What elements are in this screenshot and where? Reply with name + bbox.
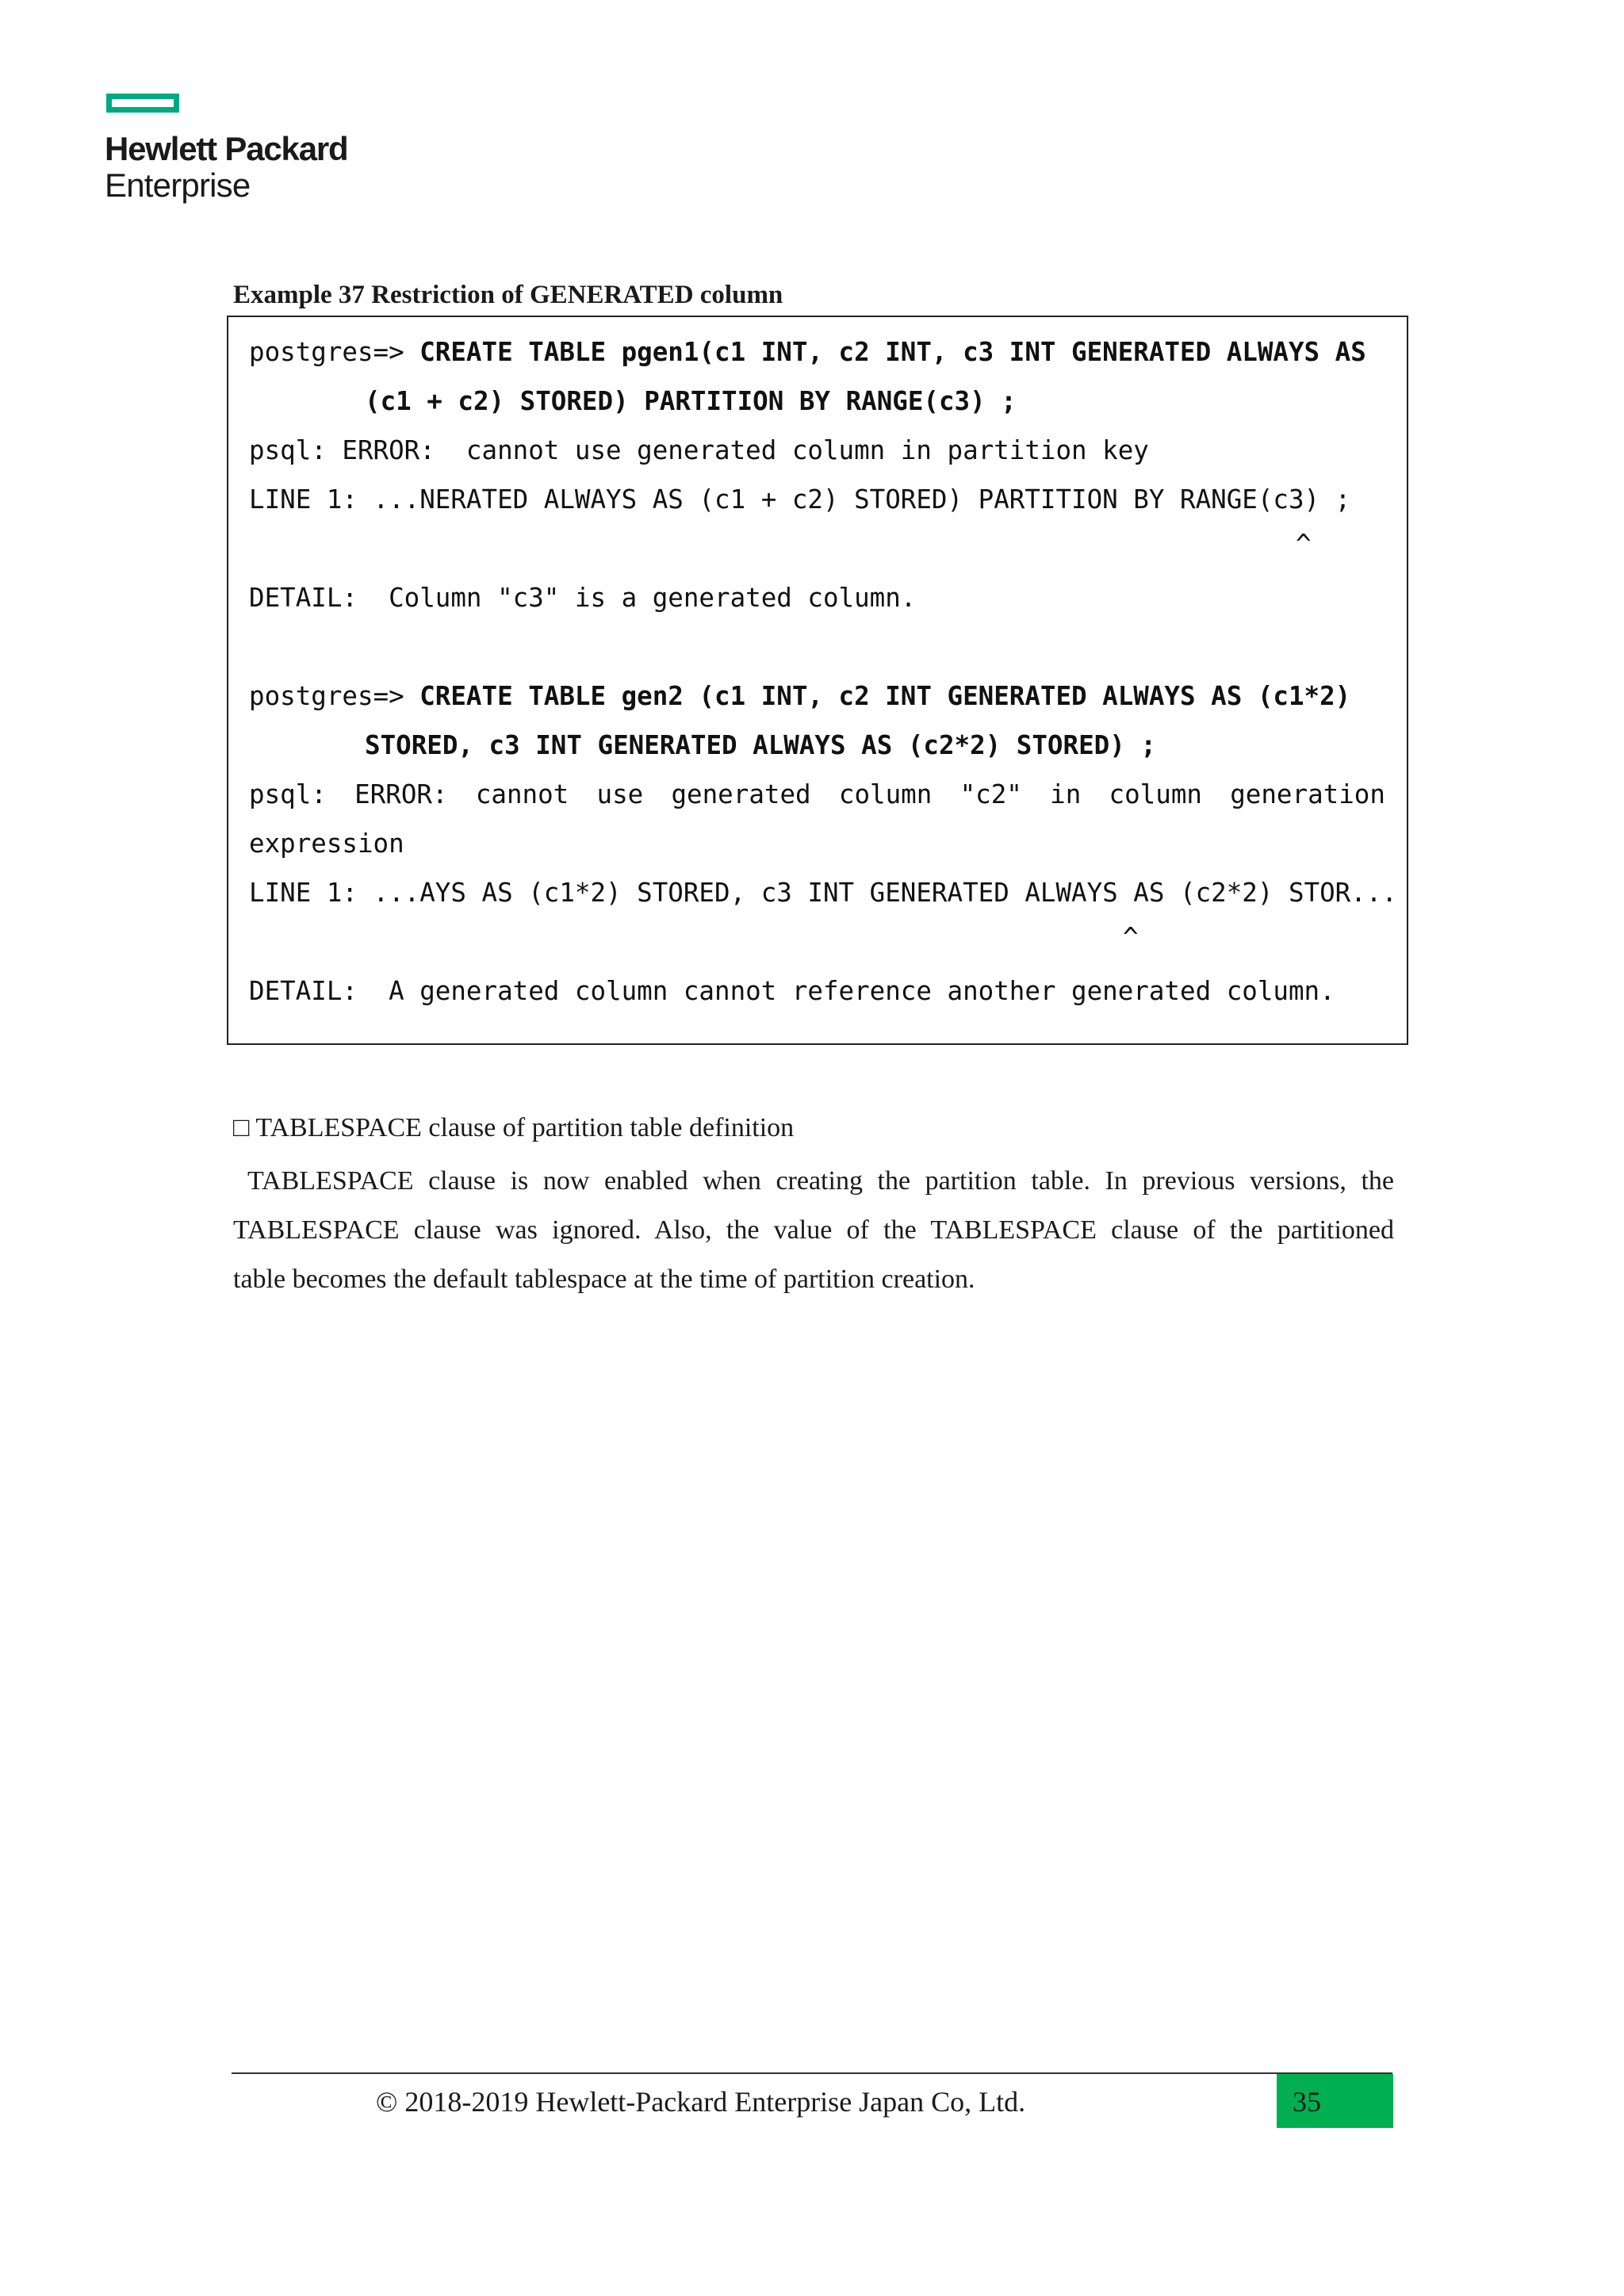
code-line-10: expression xyxy=(249,828,404,859)
footer-divider xyxy=(232,2072,1392,2074)
page-number-badge xyxy=(1277,2074,1393,2128)
code-word: use xyxy=(596,779,644,809)
code-word: column xyxy=(1109,779,1202,809)
example-caption: Example 37 Restriction of GENERATED column xyxy=(233,281,783,309)
code-line-13: DETAIL: A generated column cannot reference another generated column. xyxy=(249,976,1335,1006)
code-word: column xyxy=(838,779,933,809)
paragraph-line-1: TABLESPACE clause is now enabled when creating the partition table. In previous versions, the xyxy=(247,1166,1394,1196)
paragraph-line-2: TABLESPACE clause was ignored. Also, the value of the TABLESPACE clause of the partitioned xyxy=(233,1215,1394,1245)
code-word: generated xyxy=(671,779,811,809)
footer-copyright: © 2018-2019 Hewlett-Packard Enterprise Japan Co, Ltd. xyxy=(376,2086,1026,2118)
code-word: ERROR: xyxy=(354,779,448,809)
code-line-6: DETAIL: Column "c3" is a generated column. xyxy=(249,583,917,613)
code-word: psql: xyxy=(249,779,327,809)
code-word: "c2" xyxy=(959,779,1022,809)
section-heading: □ TABLESPACE clause of partition table definition xyxy=(233,1113,795,1142)
hpe-logo xyxy=(105,94,366,205)
code-caret-2: ^ xyxy=(1123,922,1139,952)
hpe-logo-mark xyxy=(106,94,179,113)
logo-text-line1: Hewlett Packard xyxy=(105,130,348,167)
code-caret-1: ^ xyxy=(1296,529,1312,559)
code-line-3: psql: ERROR: cannot use generated column in partition key xyxy=(249,435,1149,465)
code-prompt: postgres=> xyxy=(249,681,420,711)
logo-text-line2: Enterprise xyxy=(105,166,251,204)
page-number: 35 xyxy=(1293,2086,1321,2118)
code-command: CREATE TABLE pgen1(c1 INT, c2 INT, c3 INT GENERATED ALWAYS AS xyxy=(419,337,1366,367)
code-block xyxy=(227,316,1408,1045)
code-line-7 xyxy=(249,680,1350,712)
code-line-11: LINE 1: ...AYS AS (c1*2) STORED, c3 INT GENERATED ALWAYS AS (c2*2) STOR... xyxy=(249,878,1397,908)
code-prompt: postgres=> xyxy=(249,337,420,367)
code-word: cannot xyxy=(475,779,569,809)
code-word: in xyxy=(1050,779,1082,809)
code-line-8 xyxy=(365,729,1156,761)
code-line-2 xyxy=(365,385,1017,417)
code-command: (c1 + c2) STORED) PARTITION BY RANGE(c3) ; xyxy=(365,386,1017,416)
code-command: CREATE TABLE gen2 (c1 INT, c2 INT GENERATED ALWAYS AS (c1*2) xyxy=(419,681,1351,711)
paragraph-line-3: table becomes the default tablespace at the time of partition creation. xyxy=(233,1265,975,1294)
code-line-1 xyxy=(249,336,1366,368)
code-line-4: LINE 1: ...NERATED ALWAYS AS (c1 + c2) STORED) PARTITION BY RANGE(c3) ; xyxy=(249,484,1351,515)
code-line-9 xyxy=(249,779,1385,810)
code-command: STORED, c3 INT GENERATED ALWAYS AS (c2*2) STORED) ; xyxy=(365,730,1156,760)
code-word: generation xyxy=(1230,779,1385,809)
